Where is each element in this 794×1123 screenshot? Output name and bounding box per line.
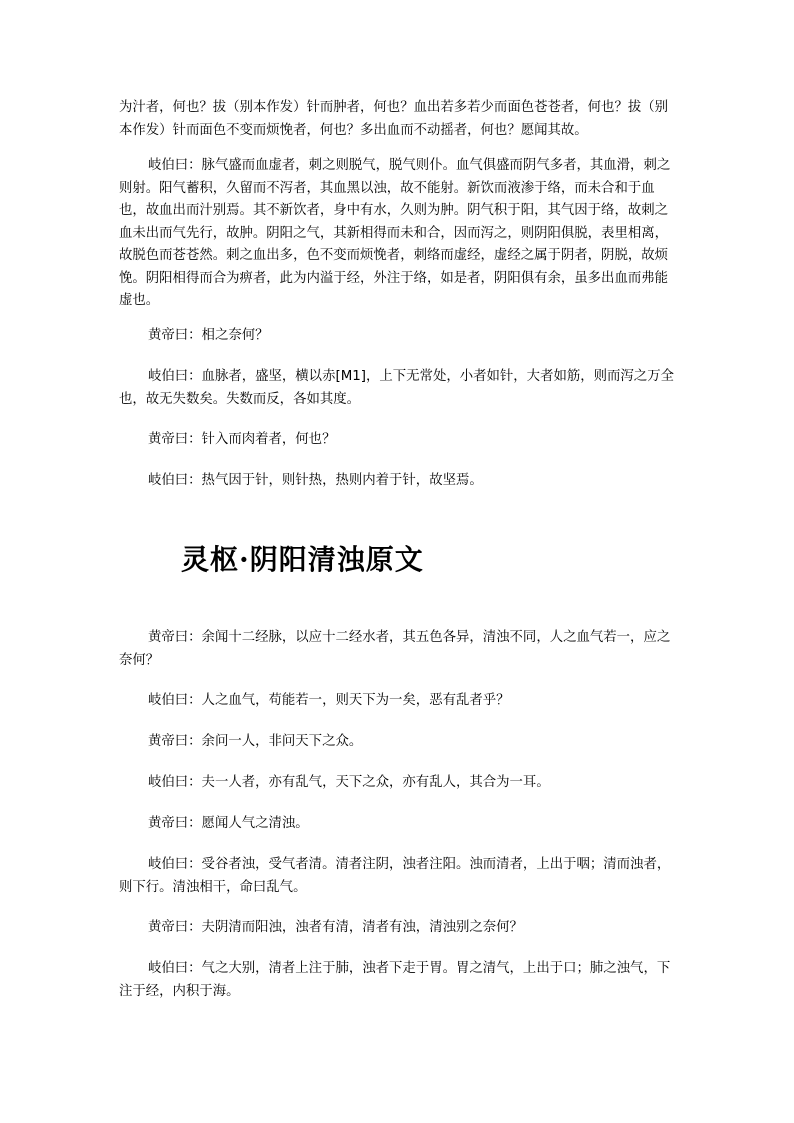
paragraph-qibo-answer-6: 岐伯曰：受谷者浊，受气者清。清者注阴，浊者注阳。浊而清者，上出于咽；清而浊者，则下行。清浊相干，命曰乱气。 — [119, 857, 671, 895]
paragraph-huangdi-question-2: 黄帝曰：针入而肉着者，何也？ — [148, 432, 336, 447]
paragraph-qibo-answer-4: 岐伯曰：人之血气，苟能若一，则天下为一矣，恶有乱者乎？ — [148, 693, 510, 708]
paragraph-qibo-answer-1: 岐伯曰：脉气盛而血虚者，刺之则脱气，脱气则仆。血气俱盛而阴气多者，其血滑，刺之则射。阳气蓄积，久留而不泻者，其血黑以浊，故不能射。新饮而液渗于络，而未合和于血也，故血出而汁别焉。其不新饮者，身中有水，久则为肿。阴气积于阳，其气因于络，故刺之血未出而气先行，故肿。阴阳之气，其新相得而未和合，因而泻之，则阴阳俱脱，表里相离，故脱色而苍苍然。刺之血出多，色不变而烦悗者，刺络而虚经，虚经之属于阴者，阴脱，故烦悗。阴阳相得而合为痹者，此为内溢于经，外注于络，如是者，阴阳俱有余，虽多出血而弗能虚也。 — [119, 158, 671, 308]
paragraph-qibo-answer-2: 岐伯曰：血脉者，盛坚，横以赤[M1]，上下无常处，小者如针，大者如筋，则而泻之万全也，故无失数矣。失数而反，各如其度。 — [119, 369, 674, 407]
paragraph-continuation: 为汁者，何也？拔（别本作发）针而肿者，何也？血出若多若少而面色苍苍者，何也？拔（别本作发）针而面色不变而烦悗者，何也？多出血而不动摇者，何也？愿闻其故。 — [119, 100, 669, 138]
paragraph-qibo-answer-7: 岐伯曰：气之大别，清者上注于肺，浊者下走于胃。胃之清气，上出于口；肺之浊气，下注于经，内积于海。 — [119, 961, 671, 999]
paragraph-huangdi-question-1: 黄帝曰：相之奈何？ — [148, 328, 269, 343]
section-title: 灵枢·阴阳清浊原文 — [181, 543, 424, 576]
paragraph-huangdi-question-6: 黄帝曰：夫阴清而阳浊，浊者有清，清者有浊，清浊别之奈何？ — [148, 920, 523, 935]
paragraph-huangdi-question-5: 黄帝曰：愿闻人气之清浊。 — [148, 816, 309, 831]
paragraph-qibo-answer-3: 岐伯曰：热气因于针，则针热，热则内着于针，故坚焉。 — [148, 473, 483, 488]
paragraph-huangdi-question-4: 黄帝曰：余问一人，非问天下之众。 — [148, 734, 363, 749]
paragraph-qibo-answer-5: 岐伯曰：夫一人者，亦有乱气，天下之众，亦有乱人，其合为一耳。 — [148, 775, 550, 790]
paragraph-huangdi-question-3: 黄帝曰：余闻十二经脉，以应十二经水者，其五色各异，清浊不同，人之血气若一，应之奈何？ — [119, 630, 671, 668]
